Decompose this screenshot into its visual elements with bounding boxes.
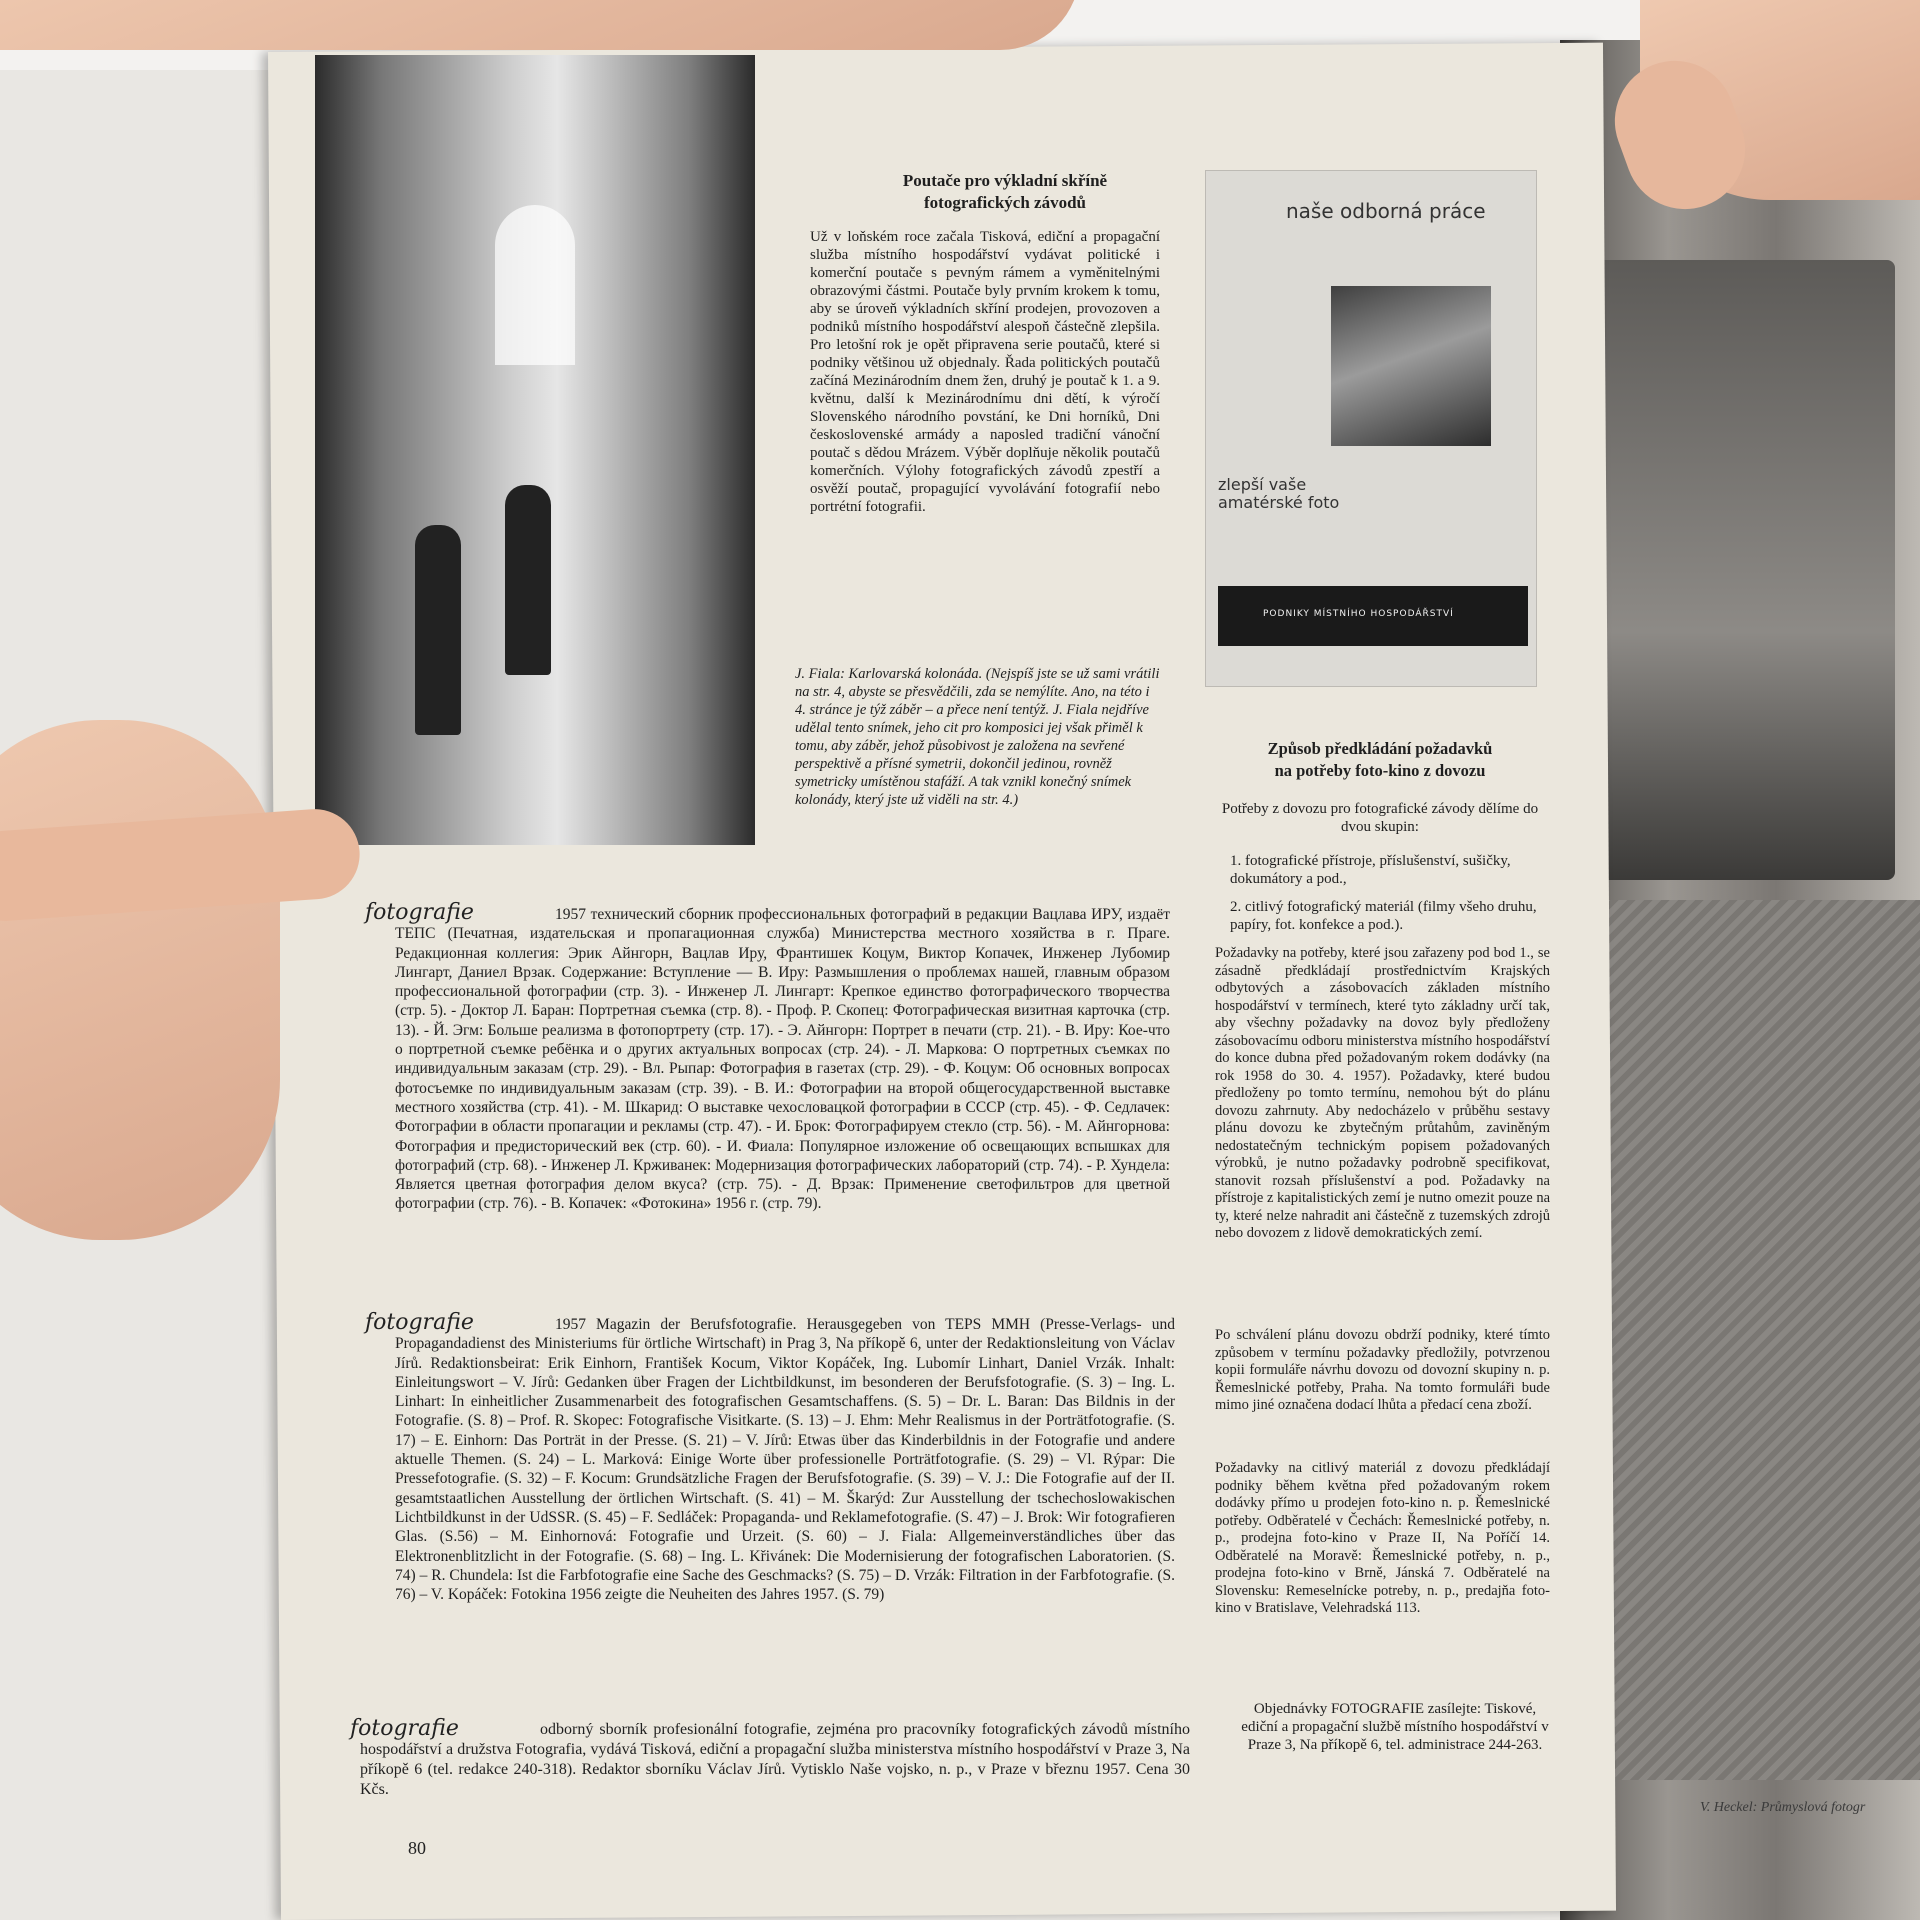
advertisement [1205,170,1537,687]
person-figure [505,485,551,675]
ad-subtitle: zlepší vaše amatérské foto [1218,475,1340,512]
article2-title-line1: Způsob předkládání požadavků [1267,739,1493,758]
facing-page-machine-photo [1585,260,1895,880]
article2-item1: 1. fotografické přístroje, příslušenství, sušičky, dokumátory a pod., [1230,853,1511,887]
russian-text: 1957 технический сборник профессиональных фотографий в редакции Вацлава ИРУ, издаёт ТЕПС (Печатная, издательская и пропагационная служба) Министерства местного хозяйства в г. Праге. Редакционная коллегия: Эрик Айнгорн, Вацлав Иру, Франтишек Коцум, Виктор Копачек, Инженер Лубомир Лингарт, Даниел Врзак. Содержание: Вступление — В. Иру: Размышления о проблемах нашей, главным образом профессиональной фотографии (стр. 3). - Инженер Л. Лингарт: Крепкое единство фотографического творчества (стр. 5). - Доктор Л. Баран: Портретная съемка (стр. 8). - Проф. Р. Скопец: Фотографическая визитная карточка (стр. 13). - Й. Эгм: Больше реализма в фотопортрету (стр. 17). - Э. Айнгорн: Портрет в печати (стр. 21). - В. Иру: Кое-что о портретной съемке ребёнка и о других актуальных вопросах (стр. 24). - Л. Маркова: О портретных съемках по индивидуальным заказам (стр. 29). - Вл. Рыпар: Фотография в газетах (стр. 29). - Ф. Коцум: Об основных вопросах фотосъемке по индивидуальным заказам (стр. 39). - В. И.: Фотографии на второй общегосударственной выставке местного хозяйства (стр. 41). - М. Шкарид: О выставке чехословацкой фотографии в СССР (стр. 45). - Ф. Седлачек: Фотографии в области пропагации и рекламы (стр. 47). - И. Брок: Фотографируем стекло (стр. 56). - М. Айнгорнова: Фотография и предисторический век (стр. 60). - И. Фиала: Популярное изложение об освещающих вспышках для фотографий (стр. 68). - Инженер Л. Крживанек: Модернизация фотографических лабораторий (стр. 74). - Р. Хундела: Является цветная фотография делом вкуса? (стр. 75). - Д. Врзак: Применение светофильтров для цветной фотографии (стр. 76). - В. Копачек: «Фотокина» 1956 г. (стр. 79). [395,906,1170,1213]
fotografie-signature-logo: fotografie [350,1716,459,1741]
article2-paragraph2: Po schválení plánu dovozu obdrží podniky, které tímto způsobem v termínu požadavky předložily, potvrzenou kopii formuláře návrhu dovozu od dovozní skupiny n. p. Řemeslnické potřeby, Praha. Na tomto formuláři bude mimo jiné označena dodací lhůta a předací cena zboží. [1215,1327,1550,1413]
facing-page-caption: V. Heckel: Průmyslová fotogr [1700,1800,1866,1815]
article1-body: Už v loňském roce začala Tisková, ediční a propagační služba místního hospodářství vydávat politické i komerční poutače s pevným rámem a vyměnitelnými obrazovými částmi. Poutače byly prvním krokem k tomu, aby se úroveň výkladních skříní prodejen, provozoven a podniků místního hospodářství alespoň částečně zlepšila. Pro letošní rok je opět připravena serie poutačů, které si podniky většinou už objednaly. Řada politických poutačů začíná Mezinárodním dnem žen, druhý je poutač k 1. a 9. květnu, další k Mezinárodnímu dni dětí, k výročí Slovenského národního povstání, ke Dni horníků, Dni československé armády a naposled tradiční vánoční poutač s dědou Mrázem. Výběr doplňuje několik poutačů komerčních. Výlohy fotografických závodů zpestří a osvěží poutač, propagující vyvolávání fotografií nebo portrétní fotografii. [810,229,1160,515]
orders-notice: Objednávky FOTOGRAFIE zasílejte: Tiskové, ediční a propagační službě místního hospodářství v Praze 3, Na příkopě 6, tel. administrace 244-263. [1241,1701,1549,1753]
page-number: 80 [408,1838,426,1858]
fotografie-signature-logo: fotografie [365,1310,474,1335]
czech-publication-note: odborný sborník profesionální fotografie, zejména pro pracovníky fotografických závodů místního hospodářství a družstva Fotografia, vydává Tisková, ediční a propagační služba ministerstva místního hospodářství v Praze 3, Na příkopě 6 (tel. redakce 240-318). Redaktor sborníku Václav Jírů. Vytisklo Naše vojsko, n. p., v Praze v březnu 1957. Cena 30 Kčs. [360,1721,1190,1798]
article2-intro: Potřeby z dovozu pro fotografické závody dělíme do dvou skupin: [1221,801,1539,835]
ad-forest-photo [1331,286,1491,446]
photo-caption: J. Fiala: Karlovarská kolonáda. (Nejspíš jste se už sami vrátili na str. 4, abyste se přesvědčili, zda se nemýlíte. Ano, na této i 4. stránce je týž záběr – a přece není tentýž. J. Fiala nejdříve udělal tento snímek, jeho cit pro komposici jej však přiměl k tomu, aby záběr, jehož působivost je založena na sevřené perspektivě a přísné symetrii, dokončil jedinou, rovněž symetricky umístěnou stafáží. A tak vznikl konečný snímek kolonády, který jste už viděli na str. 4.) [795,666,1160,808]
article2-item2: 2. citlivý fotografický materiál (filmy všeho druhu, papíry, fot. konfekce a pod.). [1230,899,1537,933]
article2-paragraph1: Požadavky na potřeby, které jsou zařazeny pod bod 1., se zásadně předkládají prostřednictvím Krajských odbytových a zásobovacích základen místního hospodářství v termínech, které tyto základny určí tak, aby všechny požadavky na dovoz byly předloženy zásobovacímu odboru ministerstva místního hospodářství do konce dubna před požadovaným rokem dodávky (na rok 1958 do 30. 4. 1957). Požadavky, které budou předloženy po tomto termínu, nemohou být do plánu dovozu zahrnuty. Aby nedocházelo v průběhu sestavy plánu dovozu ke zbytečným průtahům, zaviněným nedostatečným technickým popisem požadovaných výrobků, je nutno požadavky podrobně specifikovat, stanovit rozsah příslušenství a pod. Požadavky na přístroje z kapitalistických zemí je nutno omezit pouze na ty, které nelze nahradit ani částečně z tuzemských zdrojů nebo dovozem z lidově demokratických zemí. [1215,945,1551,1241]
article2-title-line2: na potřeby foto-kino z dovozu [1274,761,1486,780]
article1-title [840,170,1170,214]
article2-paragraph3: Požadavky na citlivý materiál z dovozu předkládají podniky během května před požadovaným rokem dodávky přímo u prodejen foto-kino n. p. Řemeslnické potřeby. Odběratelé v Čechách: Řemeslnické potřeby, n. p., prodejna foto-kino v Praze II, Na Poříčí 14. Odběratelé na Moravě: Řemeslnické potřeby, n. p., prodejna foto-kino v Brně, Jánská 7. Odběratelé na Slovensku: Remeselnícke potreby, n. p., predajňa foto-kino v Bratislave, Velehradská 113. [1215,1460,1550,1616]
ad-strip-text: PODNIKY MÍSTNÍHO HOSPODÁŘSTVÍ [1263,609,1454,619]
german-text: 1957 Magazin der Berufsfotografie. Herausgegeben von TEPS MMH (Presse-Verlags- und Propagandadienst des Ministeriums für örtliche Wirtschaft) in Prag 3, Na příkopě 6, unter der Redaktionsleitung von Václav Jírů. Redaktionsbeirat: Erik Einhorn, František Kocum, Viktor Kopáček, Ing. Lubomír Linhart, Daniel Vrzák. Inhalt: Einleitungswort – V. Jírů: Gedanken über Fragen der Lichtbildkunst, im besonderen der Berufsfotografie. (S. 3) – Ing. L. Linhart: In einheitlicher Zusammenarbeit des fotografischen Gesamtschaffens. (S. 5) – Dr. L. Baran: Das Bildnis in der Fotografie. (S. 8) – Prof. R. Skopec: Fotografische Visitkarte. (S. 13) – J. Ehm: Mehr Realismus in der Porträtfotografie. (S. 17) – E. Einhorn: Das Porträt in der Presse. (S. 21) – V. Jírů: Etwas über das Kinderbildnis in der Fotografie und andere aktuelle Themen. (S. 24) – L. Marková: Einige Worte über professionelle Porträtfotografie. (S. 29) – Vl. Rýpar: Die Pressefotografie. (S. 32) – F. Kocum: Grundsätzliche Fragen der Berufsfotografie. (S. 39) – V. J.: Die Fotografie auf der II. gesamtstaatlichen Ausstellung der örtlichen Wirtschaft. (S. 41) – M. Škarýd: Zur Ausstellung der tschechoslowakischen Lichtbildkunst in der UdSSR. (S. 45) – F. Sedláček: Propaganda- und Reklamefotografie. (S. 47) – J. Brok: Wir fotografieren Glas. (S.56) – M. Einhornová: Fotografie und Urzeit. (S. 60) – J. Fiala: Allgemeinverständliches über das Elektronenblitzlicht in der Fotografie. (S. 68) – Ing. L. Křivánek: Die Modernisierung der fotografischen Laboratorien. (S. 74) – R. Chundela: Ist die Farbfotografie eine Sache des Geschmacks? (S. 75) – D. Vrzák: Filtration in der Farbfotografie. (S. 76) – V. Kopáček: Fotokina 1956 zeigte die Neuheiten des Jahres 1957. (S. 79) [395,1316,1175,1604]
colonnade-photo [315,55,755,845]
hand-left [0,720,280,1240]
article1-title-line1: Poutače pro výkladní skříně [902,171,1108,190]
facing-page-texture-photo [1585,900,1920,1780]
fotografie-signature-logo: fotografie [365,900,474,925]
ad-title: naše odborná práce [1286,199,1486,223]
article2-title [1215,738,1545,782]
hand-top-left [0,0,1080,50]
article1-title-line2: fotografických závodů [924,193,1086,212]
person-figure [415,525,461,735]
ad-film-strip [1218,586,1528,646]
